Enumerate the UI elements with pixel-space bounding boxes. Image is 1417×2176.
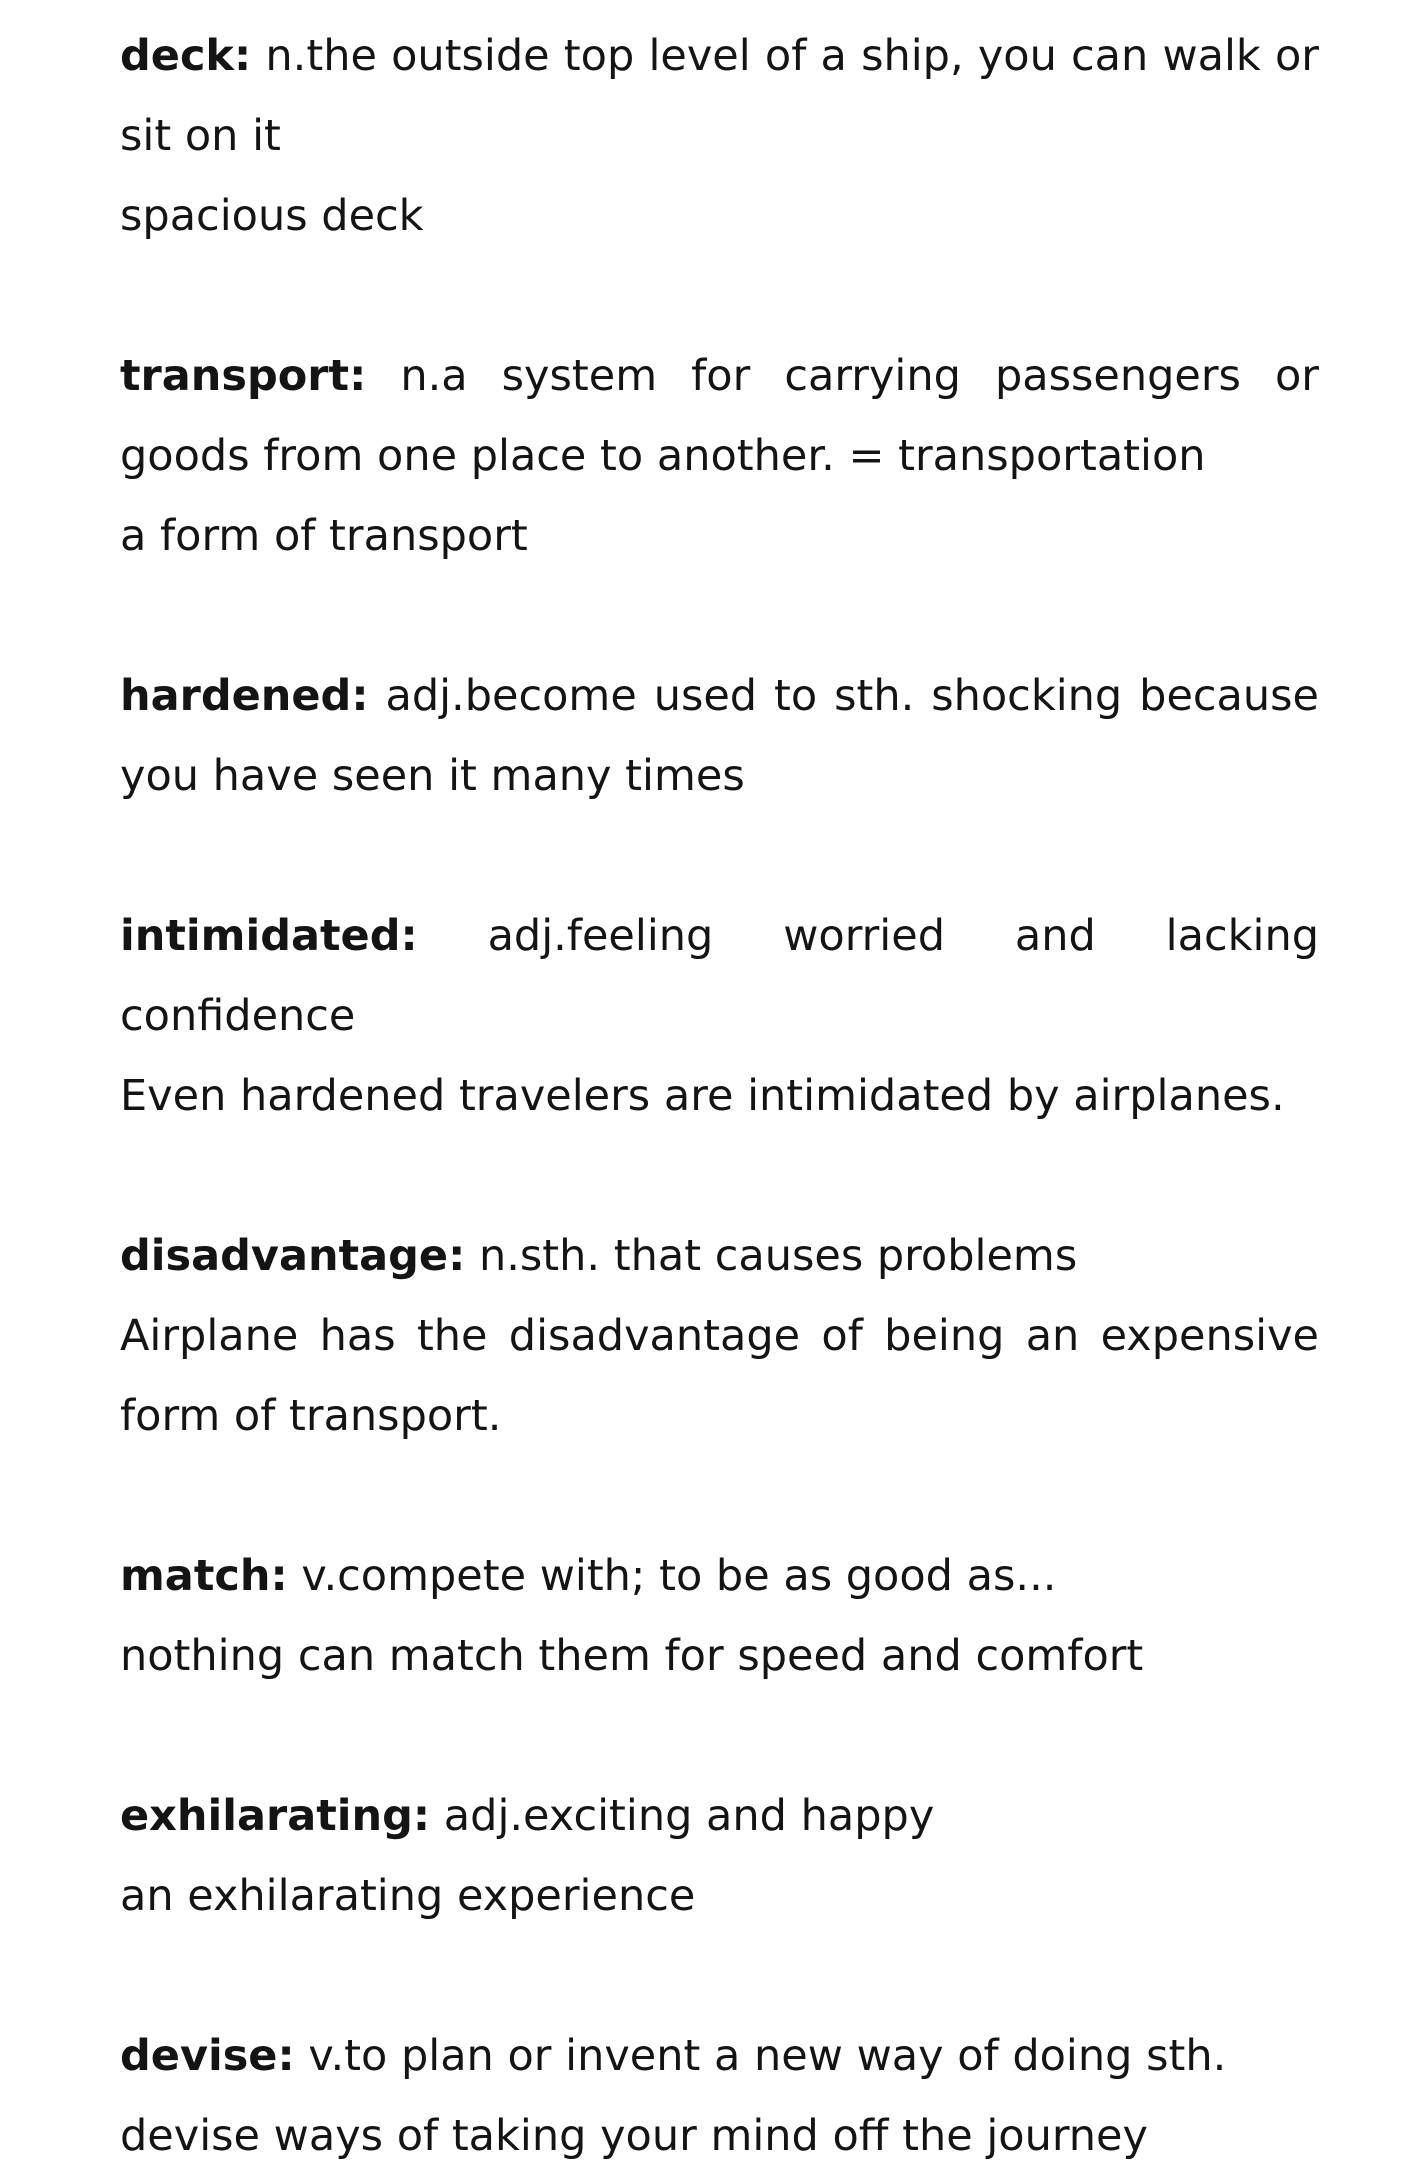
example: devise ways of taking your mind off the journey	[120, 2111, 1148, 2161]
definition-line	[120, 656, 1319, 816]
entry-exhilarating	[120, 1776, 1319, 1936]
example: a form of transport	[120, 511, 528, 561]
definition-line	[120, 336, 1319, 496]
term: devise:	[120, 2031, 295, 2081]
entry-hardened	[120, 656, 1319, 816]
example: spacious deck	[120, 191, 424, 241]
definition-line	[120, 1536, 1319, 1616]
definition-line	[120, 16, 1319, 176]
definition: v.to plan or invent a new way of doing sth.	[308, 2031, 1227, 2081]
term: match:	[120, 1551, 288, 1601]
term: exhilarating:	[120, 1791, 431, 1841]
entry-disadvantage	[120, 1216, 1319, 1456]
definition-line	[120, 2016, 1319, 2096]
definition: adj.exciting and happy	[443, 1791, 935, 1841]
definition-line	[120, 1216, 1319, 1296]
example: nothing can match them for speed and comfort	[120, 1631, 1144, 1681]
entry-match	[120, 1536, 1319, 1696]
example: Airplane has the disadvantage of being an expensive form of transport.	[120, 1311, 1319, 1441]
entry-transport	[120, 336, 1319, 576]
example: Even hardened travelers are intimidated by airplanes.	[120, 1071, 1285, 1121]
term: intimidated:	[120, 911, 418, 961]
definition: n.sth. that causes problems	[478, 1231, 1078, 1281]
definition: n.the outside top level of a ship, you can walk or sit on it	[120, 31, 1319, 161]
definition: n.a system for carrying passengers or goods from one place to another. = transportation	[120, 351, 1319, 481]
entry-deck	[120, 16, 1319, 256]
definition: adj.become used to sth. shocking because you have seen it many times	[120, 671, 1320, 801]
definition: adj.feeling worried and lacking confidence	[120, 911, 1319, 1041]
entry-intimidated	[120, 896, 1319, 1136]
term: deck:	[120, 31, 252, 81]
term: transport:	[120, 351, 367, 401]
definition-line	[120, 1776, 1319, 1856]
example: an exhilarating experience	[120, 1871, 696, 1921]
definition: v.compete with; to be as good as...	[301, 1551, 1057, 1601]
term: hardened:	[120, 671, 369, 721]
entry-devise	[120, 2016, 1319, 2176]
definition-line	[120, 896, 1319, 1056]
term: disadvantage:	[120, 1231, 466, 1281]
